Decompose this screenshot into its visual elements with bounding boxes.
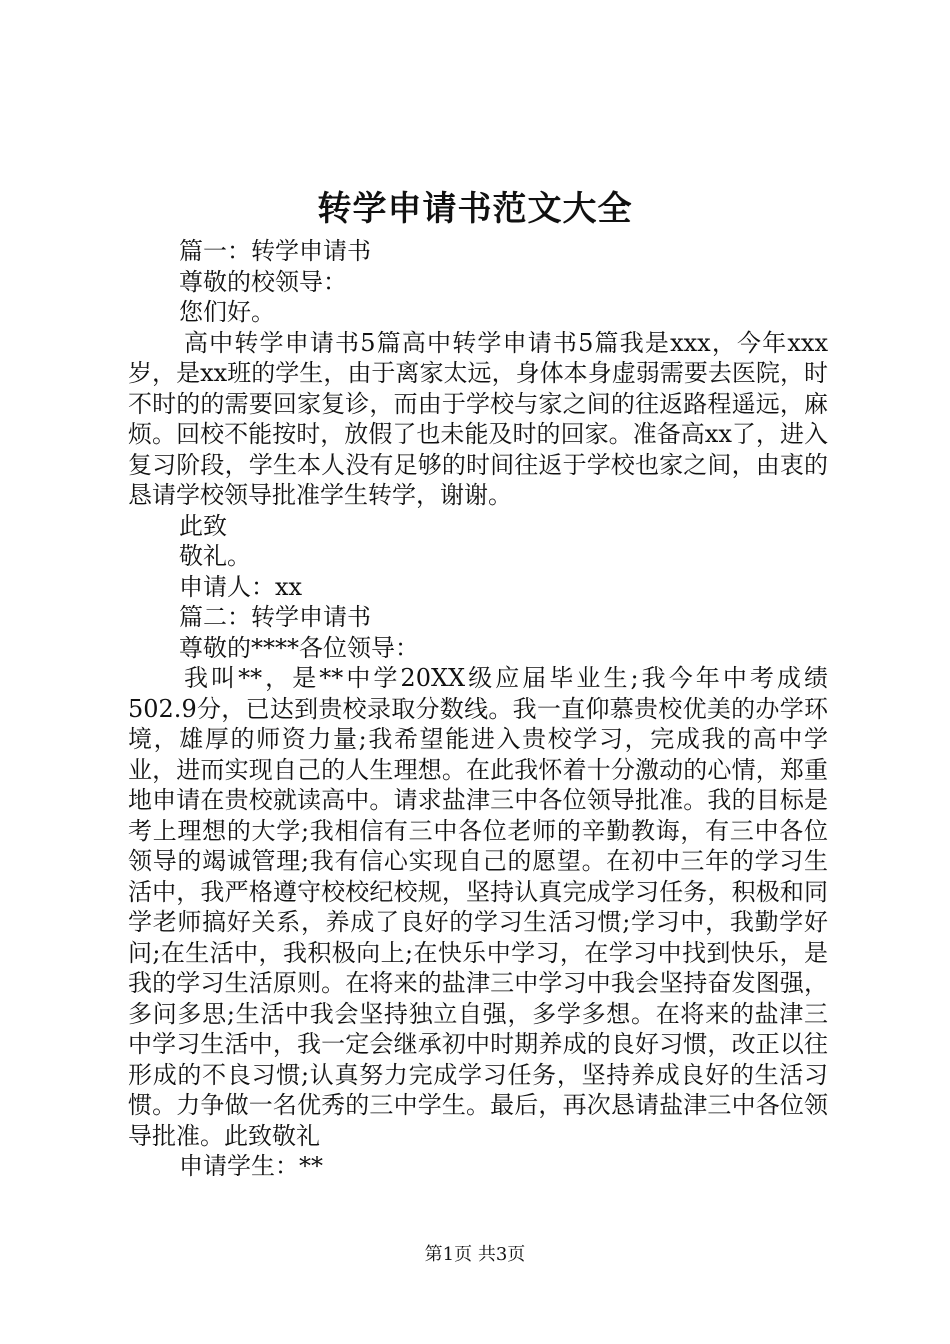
applicant-line: 申请人：xx bbox=[179, 572, 303, 601]
salutation-1: 尊敬的校领导： bbox=[179, 267, 347, 296]
document-body bbox=[128, 236, 828, 1182]
body-paragraph-1: 高中转学申请书5篇高中转学申请书5篇我是xxx，今年xxx岁，是xx班的学生，由于离家太远，身体本身虚弱需要去医院，时不时的的需要回家复诊，而由于学校与家之间的往返路程遥远，麻烦。回校不能按时，放假了也未能及时的回家。准备高xx了，进入复习阶段，学生本人没有足够的时间往返于学校也家之间，由衷的恳请学校领导批准学生转学，谢谢。 bbox=[128, 328, 828, 509]
page-title: 转学申请书范文大全 bbox=[317, 189, 633, 229]
applicant-signature: 申请学生：** bbox=[179, 1152, 323, 1180]
body-paragraph-2: 我叫**，是**中学20XX级应届毕业生;我今年中考成绩502.9分，已达到贵校录取分数线。我一直仰慕贵校优美的办学环境，雄厚的师资力量;我希望能进入贵校学习，完成我的高中学业，进而实现自己的人生理想。在此我怀着十分激动的心情，郑重地申请在贵校就读高中。请求盐津三中各位领导批准。我的目标是考上理想的大学;我相信有三中各位老师的辛勤教诲，有三中各位领导的竭诚管理;我有信心实现自己的愿望。在初中三年的学习生活中，我严格遵守校校纪校规，坚持认真完成学习任务，积极和同学老师搞好关系，养成了良好的学习生活习惯;学习中，我勤学好问;在生活中，我积极向上;在快乐中学习，在学习中找到快乐，是我的学习生活原则。在将来的盐津三中学习中我会坚持奋发图强，多问多思;生活中我会坚持独立自强，多学多想。在将来的盐津三中学习生活中，我一定会继承初中时期养成的良好习惯，改正以往形成的不良习惯;认真努力完成学习任务，坚持养成良好的生活习惯。力争做一名优秀的三中学生。最后，再次恳请盐津三中各位领导批准。此致敬礼 bbox=[128, 664, 828, 1150]
salutation-2: 尊敬的****各位领导： bbox=[179, 633, 419, 662]
greeting: 您们好。 bbox=[179, 298, 275, 326]
section-heading-1: 篇一：转学申请书 bbox=[179, 237, 371, 265]
regards-line: 敬礼。 bbox=[179, 542, 251, 570]
section-heading-2: 篇二：转学申请书 bbox=[179, 603, 371, 631]
closing-line: 此致 bbox=[179, 511, 227, 540]
page-footer: 第1页 共3页 bbox=[424, 1244, 526, 1265]
